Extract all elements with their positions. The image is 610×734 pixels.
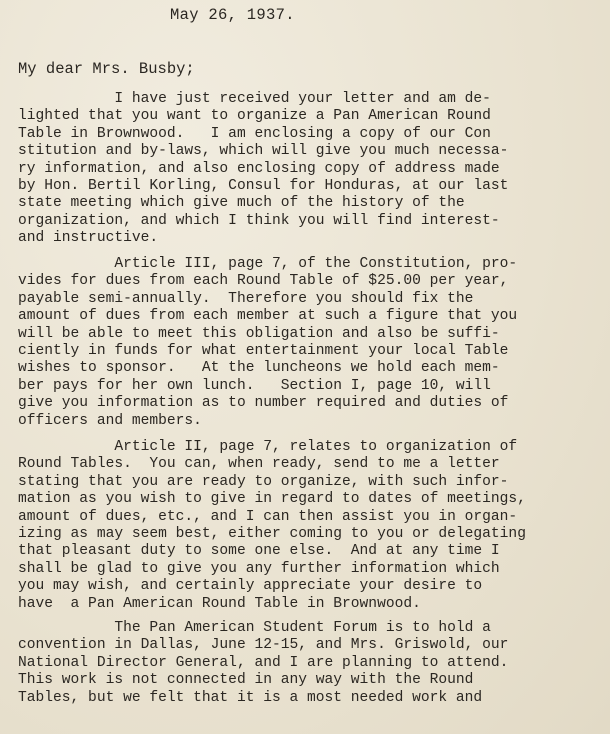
paragraph-line: have a Pan American Round Table in Brownwood.: [18, 595, 421, 612]
paragraph-line: I have just received your letter and am de-: [18, 91, 491, 107]
paragraph-line: Article II, page 7, relates to organization of: [18, 439, 518, 455]
paragraph-line: ciently in funds for what entertainment your local Table: [18, 342, 509, 359]
paragraph-line: officers and members.: [18, 412, 202, 429]
paragraph-line: that pleasant duty to some one else. And at any time I: [18, 543, 500, 560]
paragraph-line: ber pays for her own lunch. Section I, page 10, will: [18, 377, 491, 394]
paragraph-line: lighted that you want to organize a Pan American Round: [18, 108, 491, 125]
letter-date: May 26, 1937.: [170, 6, 295, 24]
paragraph-line: and instructive.: [18, 230, 159, 247]
paragraph-line: izing as may seem best, either coming to you or delegating: [18, 525, 526, 542]
paragraph-line: mation as you wish to give in regard to dates of meetings,: [18, 491, 526, 508]
paragraph-line: Round Tables. You can, when ready, send to me a letter: [18, 456, 500, 473]
paragraph-line: shall be glad to give you any further information which: [18, 560, 500, 577]
paragraph-3: [18, 439, 608, 613]
paragraph-line: Tables, but we felt that it is a most needed work and: [18, 689, 483, 706]
salutation: My dear Mrs. Busby;: [18, 60, 195, 78]
paragraph-line: state meeting which give much of the history of the: [18, 195, 465, 212]
paragraph-line: Table in Brownwood. I am enclosing a copy of our Con: [18, 125, 491, 142]
paragraph-line: organization, and which I think you will find interest-: [18, 212, 500, 229]
paragraph-line: amount of dues from each member at such a figure that you: [18, 308, 518, 325]
paragraph-line: National Director General, and I are planning to attend.: [18, 654, 509, 671]
paragraph-line: will be able to meet this obligation and also be suffi-: [18, 325, 500, 342]
paragraph-line: ry information, and also enclosing copy of address made: [18, 160, 500, 177]
paragraph-4: [18, 620, 608, 707]
paragraph-line: The Pan American Student Forum is to hold a: [18, 620, 491, 636]
paragraph-1: [18, 91, 608, 248]
paragraph-line: amount of dues, etc., and I can then assist you in organ-: [18, 508, 518, 525]
paragraph-line: stitution and by-laws, which will give you much necessa-: [18, 143, 509, 160]
paragraph-line: by Hon. Bertil Korling, Consul for Honduras, at our last: [18, 177, 509, 194]
paragraph-line: you may wish, and certainly appreciate your desire to: [18, 578, 483, 595]
paragraph-line: vides for dues from each Round Table of $25.00 per year,: [18, 273, 509, 290]
paragraph-line: convention in Dallas, June 12-15, and Mrs. Griswold, our: [18, 637, 509, 654]
paragraph-line: Article III, page 7, of the Constitution, pro-: [18, 256, 518, 272]
paragraph-line: give you information as to number required and duties of: [18, 395, 509, 412]
paragraph-line: payable semi-annually. Therefore you should fix the: [18, 290, 474, 307]
paragraph-line: This work is not connected in any way with the Round: [18, 672, 474, 689]
paragraph-line: stating that you are ready to organize, with such infor-: [18, 473, 509, 490]
paragraph-2: [18, 256, 608, 430]
paragraph-line: wishes to sponsor. At the luncheons we hold each mem-: [18, 360, 500, 377]
